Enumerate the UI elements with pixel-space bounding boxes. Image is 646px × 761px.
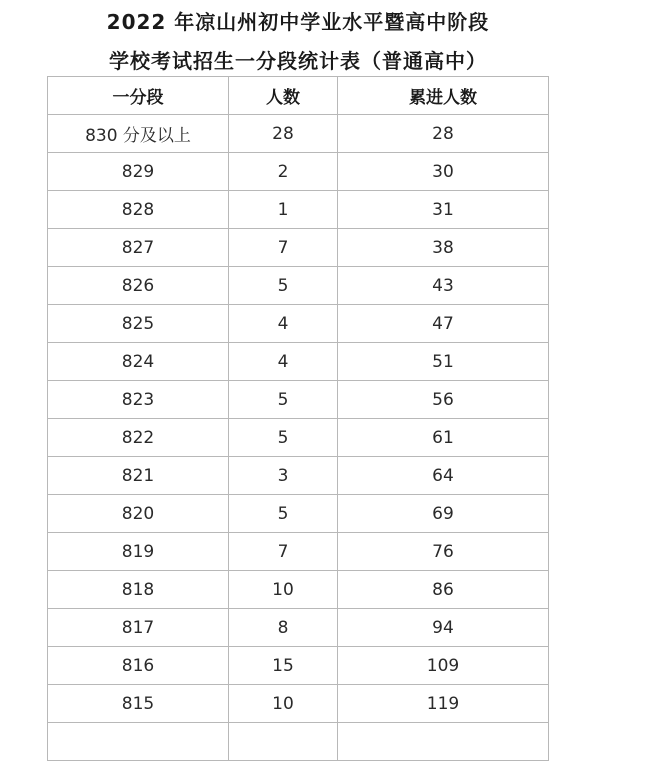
table-row: [48, 495, 549, 533]
count-cell: 8: [229, 609, 338, 647]
document-title-line-2: 学校考试招生一分段统计表（普通高中）: [109, 49, 487, 73]
table-row: [48, 305, 549, 343]
table-row: [48, 571, 549, 609]
table-row: [48, 343, 549, 381]
header-count: 人数: [229, 77, 338, 115]
table-row: [48, 229, 549, 267]
score-band-cell: 818: [48, 571, 229, 609]
table-row: [48, 115, 549, 153]
score-band-cell: 825: [48, 305, 229, 343]
cumulative-count-cell: 76: [338, 533, 549, 571]
table-row: [48, 723, 549, 761]
cumulative-count-cell: 31: [338, 191, 549, 229]
cumulative-count-cell: 109: [338, 647, 549, 685]
table-row: [48, 381, 549, 419]
cumulative-count-cell: 56: [338, 381, 549, 419]
score-band-cell: 830 分及以上: [48, 115, 229, 153]
count-cell: 5: [229, 419, 338, 457]
score-band-cell: 823: [48, 381, 229, 419]
score-band-cell: 822: [48, 419, 229, 457]
count-cell: 4: [229, 305, 338, 343]
count-cell: 10: [229, 571, 338, 609]
count-cell: [229, 723, 338, 761]
cumulative-count-cell: 47: [338, 305, 549, 343]
count-cell: 28: [229, 115, 338, 153]
score-band-cell: 826: [48, 267, 229, 305]
score-band-cell: 828: [48, 191, 229, 229]
cumulative-count-cell: 61: [338, 419, 549, 457]
score-band-cell: 816: [48, 647, 229, 685]
cumulative-count-cell: 64: [338, 457, 549, 495]
count-cell: 5: [229, 381, 338, 419]
cumulative-count-cell: 38: [338, 229, 549, 267]
count-cell: 10: [229, 685, 338, 723]
cumulative-count-cell: 28: [338, 115, 549, 153]
table-body: [48, 115, 549, 761]
header-cumulative-count: 累进人数: [338, 77, 549, 115]
cumulative-count-cell: 30: [338, 153, 549, 191]
cumulative-count-cell: 119: [338, 685, 549, 723]
count-cell: 3: [229, 457, 338, 495]
score-band-cell: 820: [48, 495, 229, 533]
table-row: [48, 457, 549, 495]
table-row: [48, 533, 549, 571]
count-cell: 2: [229, 153, 338, 191]
count-cell: 5: [229, 495, 338, 533]
score-band-cell: 815: [48, 685, 229, 723]
score-band-cell: 819: [48, 533, 229, 571]
header-score-band: 一分段: [48, 77, 229, 115]
cumulative-count-cell: 69: [338, 495, 549, 533]
cumulative-count-cell: 94: [338, 609, 549, 647]
count-cell: 5: [229, 267, 338, 305]
cumulative-count-cell: [338, 723, 549, 761]
score-band-cell: 821: [48, 457, 229, 495]
count-cell: 7: [229, 533, 338, 571]
score-band-cell: [48, 723, 229, 761]
cumulative-count-cell: 86: [338, 571, 549, 609]
table-row: [48, 419, 549, 457]
table-row: [48, 191, 549, 229]
table-row: [48, 647, 549, 685]
document-title-line-1: 2022 年凉山州初中学业水平暨高中阶段: [106, 10, 490, 34]
score-band-cell: 829: [48, 153, 229, 191]
table-header-row: [48, 77, 549, 115]
score-band-cell: 817: [48, 609, 229, 647]
table-row: [48, 267, 549, 305]
table-row: [48, 153, 549, 191]
count-cell: 7: [229, 229, 338, 267]
table-row: [48, 609, 549, 647]
score-distribution-table: [47, 76, 549, 761]
score-band-cell: 827: [48, 229, 229, 267]
count-cell: 1: [229, 191, 338, 229]
score-band-cell: 824: [48, 343, 229, 381]
cumulative-count-cell: 51: [338, 343, 549, 381]
cumulative-count-cell: 43: [338, 267, 549, 305]
count-cell: 4: [229, 343, 338, 381]
table-row: [48, 685, 549, 723]
count-cell: 15: [229, 647, 338, 685]
